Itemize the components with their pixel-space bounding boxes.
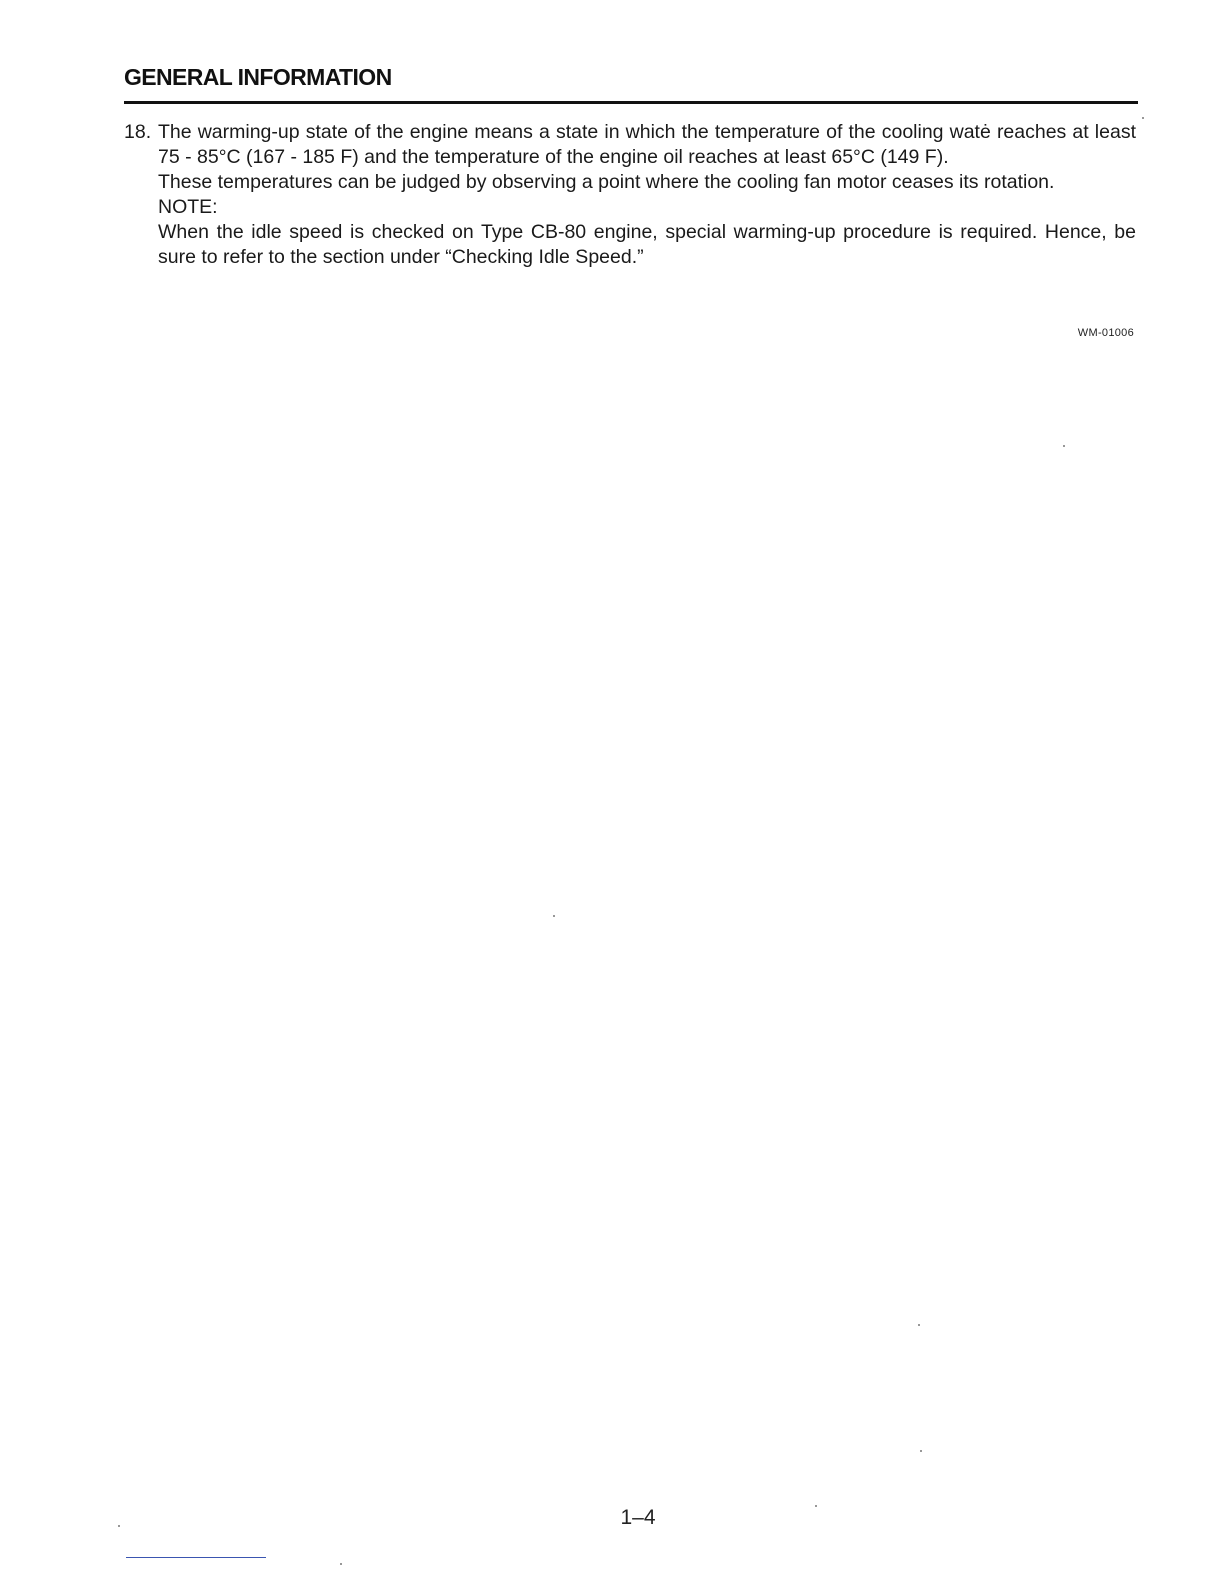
header-divider bbox=[124, 101, 1138, 104]
item-body bbox=[158, 120, 1136, 270]
scan-speck bbox=[553, 915, 555, 917]
paragraph-warming-up: The warming-up state of the engine means a state in which the temperature of the cooling watė reaches at least 75 - 85°C (167 - 185 F) and the temperature of the engine oil reaches at least 65°C (149 F). bbox=[158, 121, 1136, 168]
note-text: When the idle speed is checked on Type CB-80 engine, special warming-up procedure is required. Hence, be sure to refer to the section under “Checking Idle Speed.” bbox=[158, 221, 1136, 268]
scan-speck bbox=[340, 1563, 342, 1565]
scan-speck bbox=[1142, 117, 1144, 119]
scan-speck bbox=[118, 1525, 120, 1527]
scan-speck bbox=[815, 1505, 817, 1507]
item-number: 18. bbox=[124, 121, 152, 143]
note-label: NOTE: bbox=[158, 196, 218, 218]
section-title: GENERAL INFORMATION bbox=[124, 64, 392, 90]
scan-speck bbox=[918, 1324, 920, 1326]
scan-speck bbox=[1063, 445, 1065, 447]
scan-speck bbox=[920, 1450, 922, 1452]
reference-code: WM-01006 bbox=[1077, 327, 1134, 339]
numbered-item bbox=[124, 120, 1136, 270]
page-number: 1–4 bbox=[620, 1506, 656, 1529]
footer-line bbox=[126, 1557, 266, 1558]
paragraph-fan-motor: These temperatures can be judged by observing a point where the cooling fan motor ceases its rotation. bbox=[158, 171, 1055, 193]
